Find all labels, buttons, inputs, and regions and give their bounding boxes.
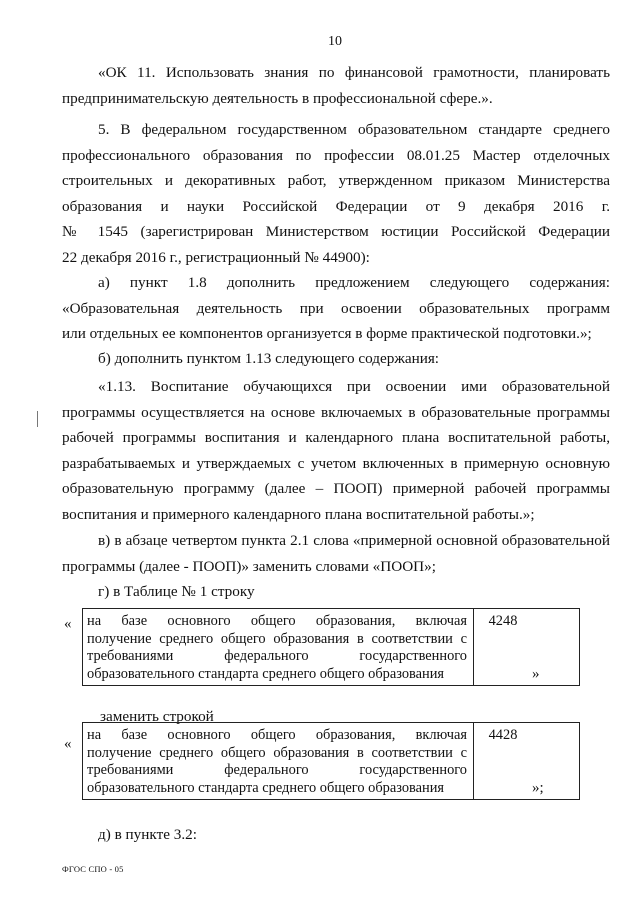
table-row-old xyxy=(62,608,622,688)
paragraph-item-g xyxy=(62,579,610,605)
opening-quote: « xyxy=(64,616,72,632)
text-line: строительных и декоративных работ, утвержденном приказом Министерства xyxy=(62,172,610,189)
table-cell-line: требованиями федерального государственного xyxy=(87,762,467,778)
text-line: или отдельных ее компонентов организуется в форме практической подготовки.»; xyxy=(62,325,592,342)
margin-mark xyxy=(37,411,38,427)
text-line: профессионального образования по профессии 08.01.25 Мастер отделочных xyxy=(62,146,610,164)
table-cell-description xyxy=(87,727,467,797)
closing-quote: » xyxy=(532,666,540,682)
document-footer: ФГОС СПО - 05 xyxy=(62,864,124,874)
text-line: предпринимательскую деятельность в профессиональной сфере.». xyxy=(62,89,493,107)
table-cell-hours: 4428 xyxy=(488,727,518,743)
paragraph-ok11 xyxy=(62,60,610,111)
text-line: в) в абзаце четвертом пункта 2.1 слова «примерной основной образовательной xyxy=(98,532,610,549)
table-cell-line: получение среднего общего образования в соответствии с xyxy=(87,630,467,647)
paragraph-1-13 xyxy=(62,374,610,527)
table-row-new xyxy=(62,722,622,802)
paragraph-item-b xyxy=(62,346,610,372)
table-cell-line: на базе основного общего образования, включая xyxy=(87,613,467,629)
page-number: 10 xyxy=(328,34,342,49)
table-cell-line: требованиями федерального государственного xyxy=(87,648,467,664)
table-cell-line: образовательного стандарта среднего общего образования xyxy=(87,779,445,796)
text-line: программы осуществляется на основе включаемых в образовательные программы xyxy=(62,403,610,421)
table-cell-line: получение среднего общего образования в соответствии с xyxy=(87,744,467,761)
text-line: «Образовательная деятельность при освоении образовательных программ xyxy=(62,299,610,317)
text-line: воспитания и примерного календарного плана воспитательной работы.»; xyxy=(62,505,535,523)
text-line: б) дополнить пунктом 1.13 следующего содержания: xyxy=(98,350,440,367)
text-line: г) в Таблице № 1 строку xyxy=(98,583,255,600)
table-column-divider xyxy=(473,609,474,685)
table-frame xyxy=(82,608,580,686)
text-line: заменить строкой xyxy=(100,708,214,725)
closing-quote: »; xyxy=(532,780,544,796)
opening-quote: « xyxy=(64,736,72,752)
paragraph-item-a xyxy=(62,270,610,347)
table-frame xyxy=(82,722,580,800)
paragraph-item-d xyxy=(62,822,610,848)
text-line: «1.13. Воспитание обучающихся при освоении ими образовательной xyxy=(98,378,610,395)
text-line: образования и науки Российской Федерации от 9 декабря 2016 г. xyxy=(62,197,610,215)
text-line: разрабатываемых и утверждаемых с учетом включенных в примерную основную xyxy=(62,454,610,472)
text-line: № 1545 (зарегистрирован Министерством юстиции Российской Федерации xyxy=(62,223,610,240)
table-cell-line: образовательного стандарта среднего общего образования xyxy=(87,665,445,682)
paragraph-item-v xyxy=(62,528,610,579)
text-line: образовательную программу (далее – ПООП) примерной рабочей программы xyxy=(62,480,610,497)
text-line: программы (далее - ПООП)» заменить словами «ПООП»; xyxy=(62,557,436,575)
table-cell-line: на базе основного общего образования, включая xyxy=(87,727,467,743)
text-line: а) пункт 1.8 дополнить предложением следующего содержания: xyxy=(98,274,610,291)
text-line: рабочей программы воспитания и календарного плана воспитательной работы, xyxy=(62,429,610,446)
paragraph-item-5 xyxy=(62,117,610,270)
text-line: 22 декабря 2016 г., регистрационный № 44900): xyxy=(62,248,370,266)
table-column-divider xyxy=(473,723,474,799)
text-line: 5. В федеральном государственном образовательном стандарте среднего xyxy=(98,121,610,138)
text-line: «ОК 11. Использовать знания по финансовой грамотности, планировать xyxy=(98,64,610,81)
text-line: д) в пункте 3.2: xyxy=(98,826,197,843)
table-cell-description xyxy=(87,613,467,683)
table-cell-hours: 4248 xyxy=(488,613,518,629)
